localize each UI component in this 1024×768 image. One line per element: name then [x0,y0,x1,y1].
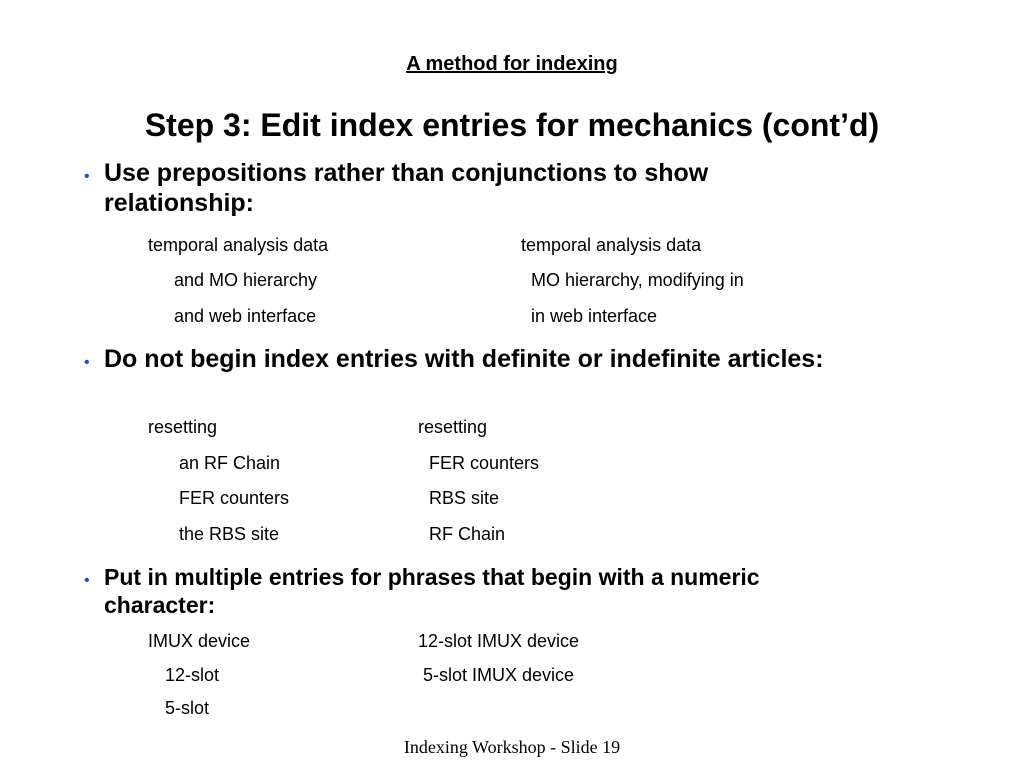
example-left-line: 5-slot [165,698,210,718]
example-left-line: and web interface [174,306,317,326]
example-left-line: temporal analysis data [148,235,329,255]
example-right-line: 5-slot IMUX device [423,665,575,685]
slide-title: Step 3: Edit index entries for mechanics (cont’d) [144,107,880,143]
example-right-line: RF Chain [429,524,506,544]
slide-footer: Indexing Workshop - Slide 19 [403,737,621,757]
example-left-line: IMUX device [148,631,251,651]
example-right-line: in web interface [531,306,658,326]
example-left-line: the RBS site [179,524,280,544]
section-heading-prepositions: Use prepositions rather than conjunctions to show relationship: [104,159,709,217]
example-right-line: MO hierarchy, modifying in [531,270,744,290]
slide-kicker: A method for indexing [406,53,618,75]
section-heading-articles: Do not begin index entries with definite or indefinite articles: [104,345,824,373]
example-right-line: FER counters [429,453,540,473]
example-right-line: RBS site [429,488,500,508]
bullet-marker: • [84,354,90,371]
section-heading-numeric: Put in multiple entries for phrases that begin with a numeric character: [104,564,760,618]
bullet-marker: • [84,168,90,185]
example-left-line: an RF Chain [179,453,281,473]
example-left-line: 12-slot [165,665,220,685]
example-left-line: FER counters [179,488,290,508]
example-right-line: resetting [418,417,488,437]
example-left-line: and MO hierarchy [174,270,318,290]
example-right-line: 12-slot IMUX device [418,631,580,651]
example-right-line: temporal analysis data [521,235,702,255]
bullet-marker: • [84,572,90,589]
example-left-line: resetting [148,417,218,437]
